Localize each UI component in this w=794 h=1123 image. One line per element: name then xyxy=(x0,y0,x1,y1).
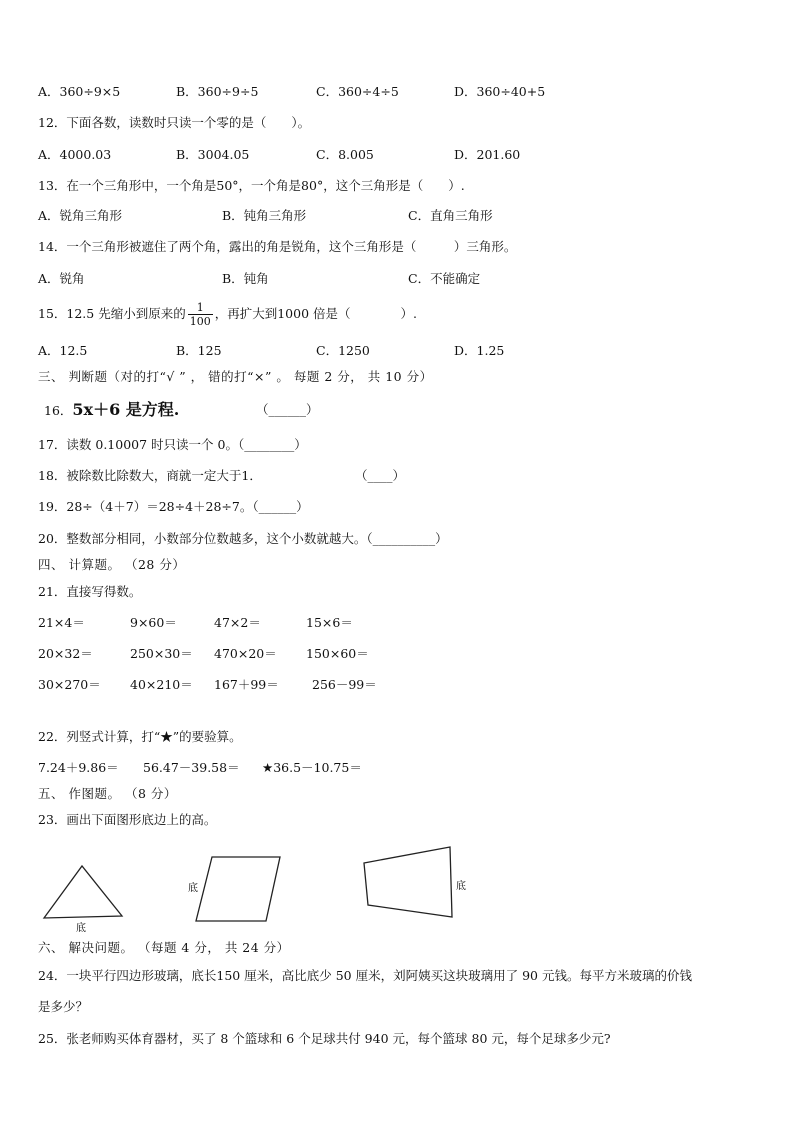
q14-option-c[interactable]: C．不能确定 xyxy=(408,271,481,286)
q12-option-c[interactable]: C．8.005 xyxy=(316,147,374,162)
q11-option-d[interactable]: D．360÷40+5 xyxy=(454,84,546,99)
q15-option-d[interactable]: D．1.25 xyxy=(454,343,505,358)
q15-option-c[interactable]: C．1250 xyxy=(316,343,370,358)
q24-question-line-1: 24．一块平行四边形玻璃，底长150 厘米，高比底少 50 厘米，刘阿姨买这块玻璃用了 90 元钱。每平方米玻璃的价钱 xyxy=(38,968,692,983)
q20-question: 20．整数部分相同，小数部分位数越多，这个小数就越大。（__________） xyxy=(38,531,448,546)
q11-option-a[interactable]: A．360÷9×5 xyxy=(38,84,121,99)
section-6-title: 六、 解决问题。 （每题 4 分， 共 24 分） xyxy=(38,940,290,955)
parallelogram-shape xyxy=(196,857,280,921)
q15-option-a[interactable]: A．12.5 xyxy=(38,343,88,358)
q19-question: 19．28÷（4＋7）＝28÷4＋28÷7。（______） xyxy=(38,499,309,514)
q15-fraction-numerator: 1 xyxy=(188,301,213,315)
q21-item: 40×210＝ xyxy=(130,677,193,692)
q21-item: 9×60＝ xyxy=(130,615,177,630)
q23-question: 23．画出下面图形底边上的高。 xyxy=(38,812,217,827)
q16-answer-blank[interactable]: （______） xyxy=(256,402,319,417)
section-4-title: 四、 计算题。 （28 分） xyxy=(38,557,186,572)
q18-answer-blank[interactable]: （____） xyxy=(355,468,406,483)
q21-item: 30×270＝ xyxy=(38,677,101,692)
q15-question xyxy=(38,298,417,330)
q22-item: ★36.5－10.75＝ xyxy=(262,760,362,775)
q16-number: 16． xyxy=(44,403,73,418)
q16-question xyxy=(44,400,179,421)
q15-option-b[interactable]: B．125 xyxy=(176,343,222,358)
q12-option-a[interactable]: A．4000.03 xyxy=(38,147,112,162)
q21-item: 250×30＝ xyxy=(130,646,193,661)
q22-question: 22．列竖式计算，打“★”的要验算。 xyxy=(38,729,242,744)
q14-option-a[interactable]: A．锐角 xyxy=(38,271,85,286)
q21-item: 20×32＝ xyxy=(38,646,93,661)
q25-question: 25．张老师购买体育器材，买了 8 个篮球和 6 个足球共付 940 元，每个篮球 80 元，每个足球多少元? xyxy=(38,1031,611,1046)
q12-option-d[interactable]: D．201.60 xyxy=(454,147,521,162)
section-5-title: 五、 作图题。 （8 分） xyxy=(38,786,177,801)
q18-question: 18．被除数比除数大，商就一定大于1． xyxy=(38,468,262,483)
q11-option-c[interactable]: C．360÷4÷5 xyxy=(316,84,399,99)
q17-question: 17．读数 0.10007 时只读一个 0。（________） xyxy=(38,437,307,452)
trapezoid-figure xyxy=(360,845,475,920)
q14-option-b[interactable]: B．钝角 xyxy=(222,271,269,286)
q21-item: 47×2＝ xyxy=(214,615,261,630)
section-3-title: 三、 判断题（对的打“√ ” ， 错的打“×” 。 每题 2 分， 共 10 分） xyxy=(38,369,433,384)
q15-text-before: 15．12.5 先缩小到原来的 xyxy=(38,306,186,321)
q16-expression: 5x＋6 是方程. xyxy=(72,400,180,419)
q21-question: 21．直接写得数。 xyxy=(38,584,142,599)
trapezoid-shape xyxy=(364,847,452,917)
q15-fraction-denominator: 100 xyxy=(189,315,211,328)
q21-item: 21×4＝ xyxy=(38,615,85,630)
q11-option-b[interactable]: B．360÷9÷5 xyxy=(176,84,259,99)
q13-option-c[interactable]: C．直角三角形 xyxy=(408,208,493,223)
triangle-shape xyxy=(44,866,122,918)
q21-item: 470×20＝ xyxy=(214,646,277,661)
q13-question: 13．在一个三角形中，一个角是50°，一个角是80°，这个三角形是（ ）. xyxy=(38,178,465,193)
q22-item: 7.24＋9.86＝ xyxy=(38,760,119,775)
q21-item: 167＋99＝ xyxy=(214,677,279,692)
parallelogram-figure xyxy=(186,855,286,925)
q14-question: 14．一个三角形被遮住了两个角，露出的角是锐角，这个三角形是（ ）三角形。 xyxy=(38,239,517,254)
q21-item: 256－99＝ xyxy=(312,677,377,692)
q15-text-after: ，再扩大到1000 倍是（ ）. xyxy=(214,306,417,321)
triangle-figure xyxy=(40,860,130,932)
q15-fraction xyxy=(188,301,213,328)
q24-question-line-2: 是多少？ xyxy=(38,999,89,1014)
trapezoid-base-label: 底 xyxy=(456,881,466,892)
triangle-base-label: 底 xyxy=(76,923,86,934)
q13-option-a[interactable]: A．锐角三角形 xyxy=(38,208,123,223)
q12-option-b[interactable]: B．3004.05 xyxy=(176,147,250,162)
q13-option-b[interactable]: B．钝角三角形 xyxy=(222,208,307,223)
q12-question: 12．下面各数，读数时只读一个零的是（ ）。 xyxy=(38,115,311,130)
parallelogram-base-label: 底 xyxy=(188,883,198,894)
q22-item: 56.47－39.58＝ xyxy=(143,760,240,775)
q21-item: 15×6＝ xyxy=(306,615,353,630)
q21-item: 150×60＝ xyxy=(306,646,369,661)
